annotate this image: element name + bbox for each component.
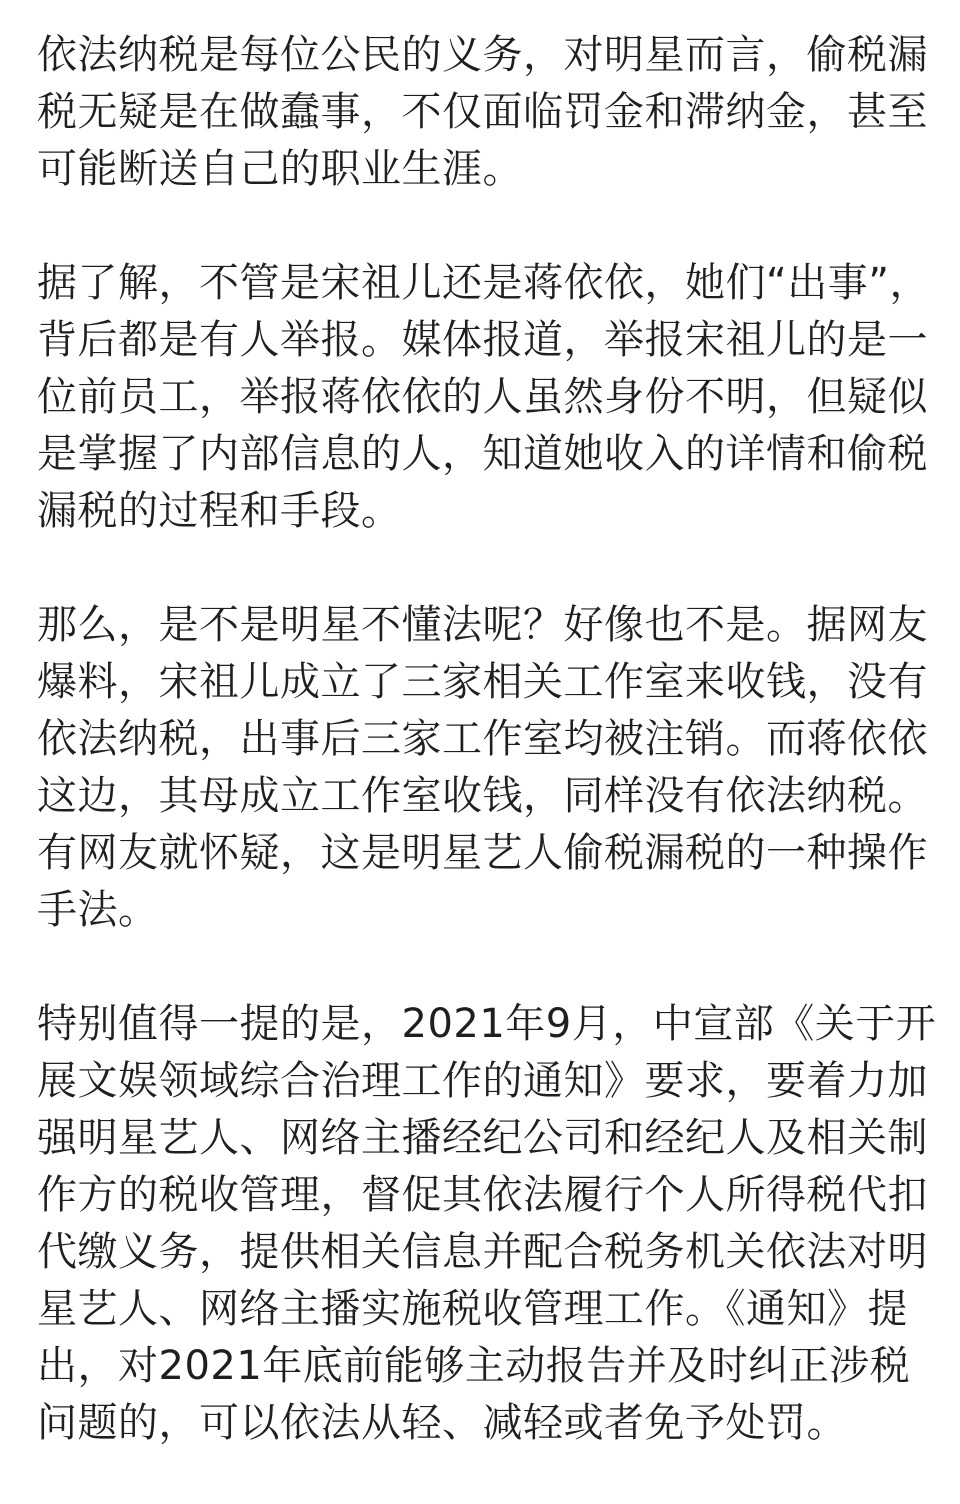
text-line: 位前员工，举报蒋依依的人虽然身份不明，但疑似 <box>37 374 928 420</box>
paragraph-gap <box>37 198 927 255</box>
text-line: 作方的税收管理，督促其依法履行个人所得税代扣 <box>37 1172 928 1218</box>
text-line: 代缴义务，提供相关信息并配合税务机关依法对明 <box>37 1229 928 1275</box>
text-line: 问题的，可以依法从轻、减轻或者免予处罚。 <box>37 1400 847 1446</box>
text-line: 那么，是不是明星不懂法呢？好像也不是。据网友 <box>37 602 928 648</box>
text-line: 展文娱领域综合治理工作的通知》要求，要着力加 <box>37 1058 928 1104</box>
text-line: 星艺人、网络主播实施税收管理工作。《通知》提 <box>37 1286 908 1332</box>
paragraph-1 <box>37 27 927 198</box>
text-line: 出，对2021年底前能够主动报告并及时纠正涉税 <box>37 1343 911 1389</box>
text-line: 这边，其母成立工作室收钱，同样没有依法纳税。 <box>37 773 928 819</box>
text-line: 爆料，宋祖儿成立了三家相关工作室来收钱，没有 <box>37 659 928 705</box>
paragraph-3 <box>37 597 927 939</box>
text-line: 特别值得一提的是，2021年9月，中宣部《关于开 <box>37 1001 937 1047</box>
article-body <box>37 27 937 1452</box>
text-line: 据了解，不管是宋祖儿还是蒋依依，她们“出事”， <box>37 260 930 306</box>
text-line: 是掌握了内部信息的人，知道她收入的详情和偷税 <box>37 431 928 477</box>
text-line: 背后都是有人举报。媒体报道，举报宋祖儿的是一 <box>37 317 928 363</box>
text-line: 税无疑是在做蠢事，不仅面临罚金和滞纳金，甚至 <box>37 89 928 135</box>
text-line: 可能断送自己的职业生涯。 <box>37 146 523 192</box>
paragraph-4 <box>37 996 937 1452</box>
text-line: 漏税的过程和手段。 <box>37 488 402 534</box>
paragraph-gap <box>37 939 927 996</box>
text-line: 手法。 <box>37 887 159 933</box>
paragraph-gap <box>37 540 927 597</box>
text-line: 强明星艺人、网络主播经纪公司和经纪人及相关制 <box>37 1115 928 1161</box>
text-line: 依法纳税是每位公民的义务，对明星而言，偷税漏 <box>37 32 928 78</box>
text-line: 有网友就怀疑，这是明星艺人偷税漏税的一种操作 <box>37 830 928 876</box>
text-line: 依法纳税，出事后三家工作室均被注销。而蒋依依 <box>37 716 928 762</box>
paragraph-2 <box>37 255 930 540</box>
